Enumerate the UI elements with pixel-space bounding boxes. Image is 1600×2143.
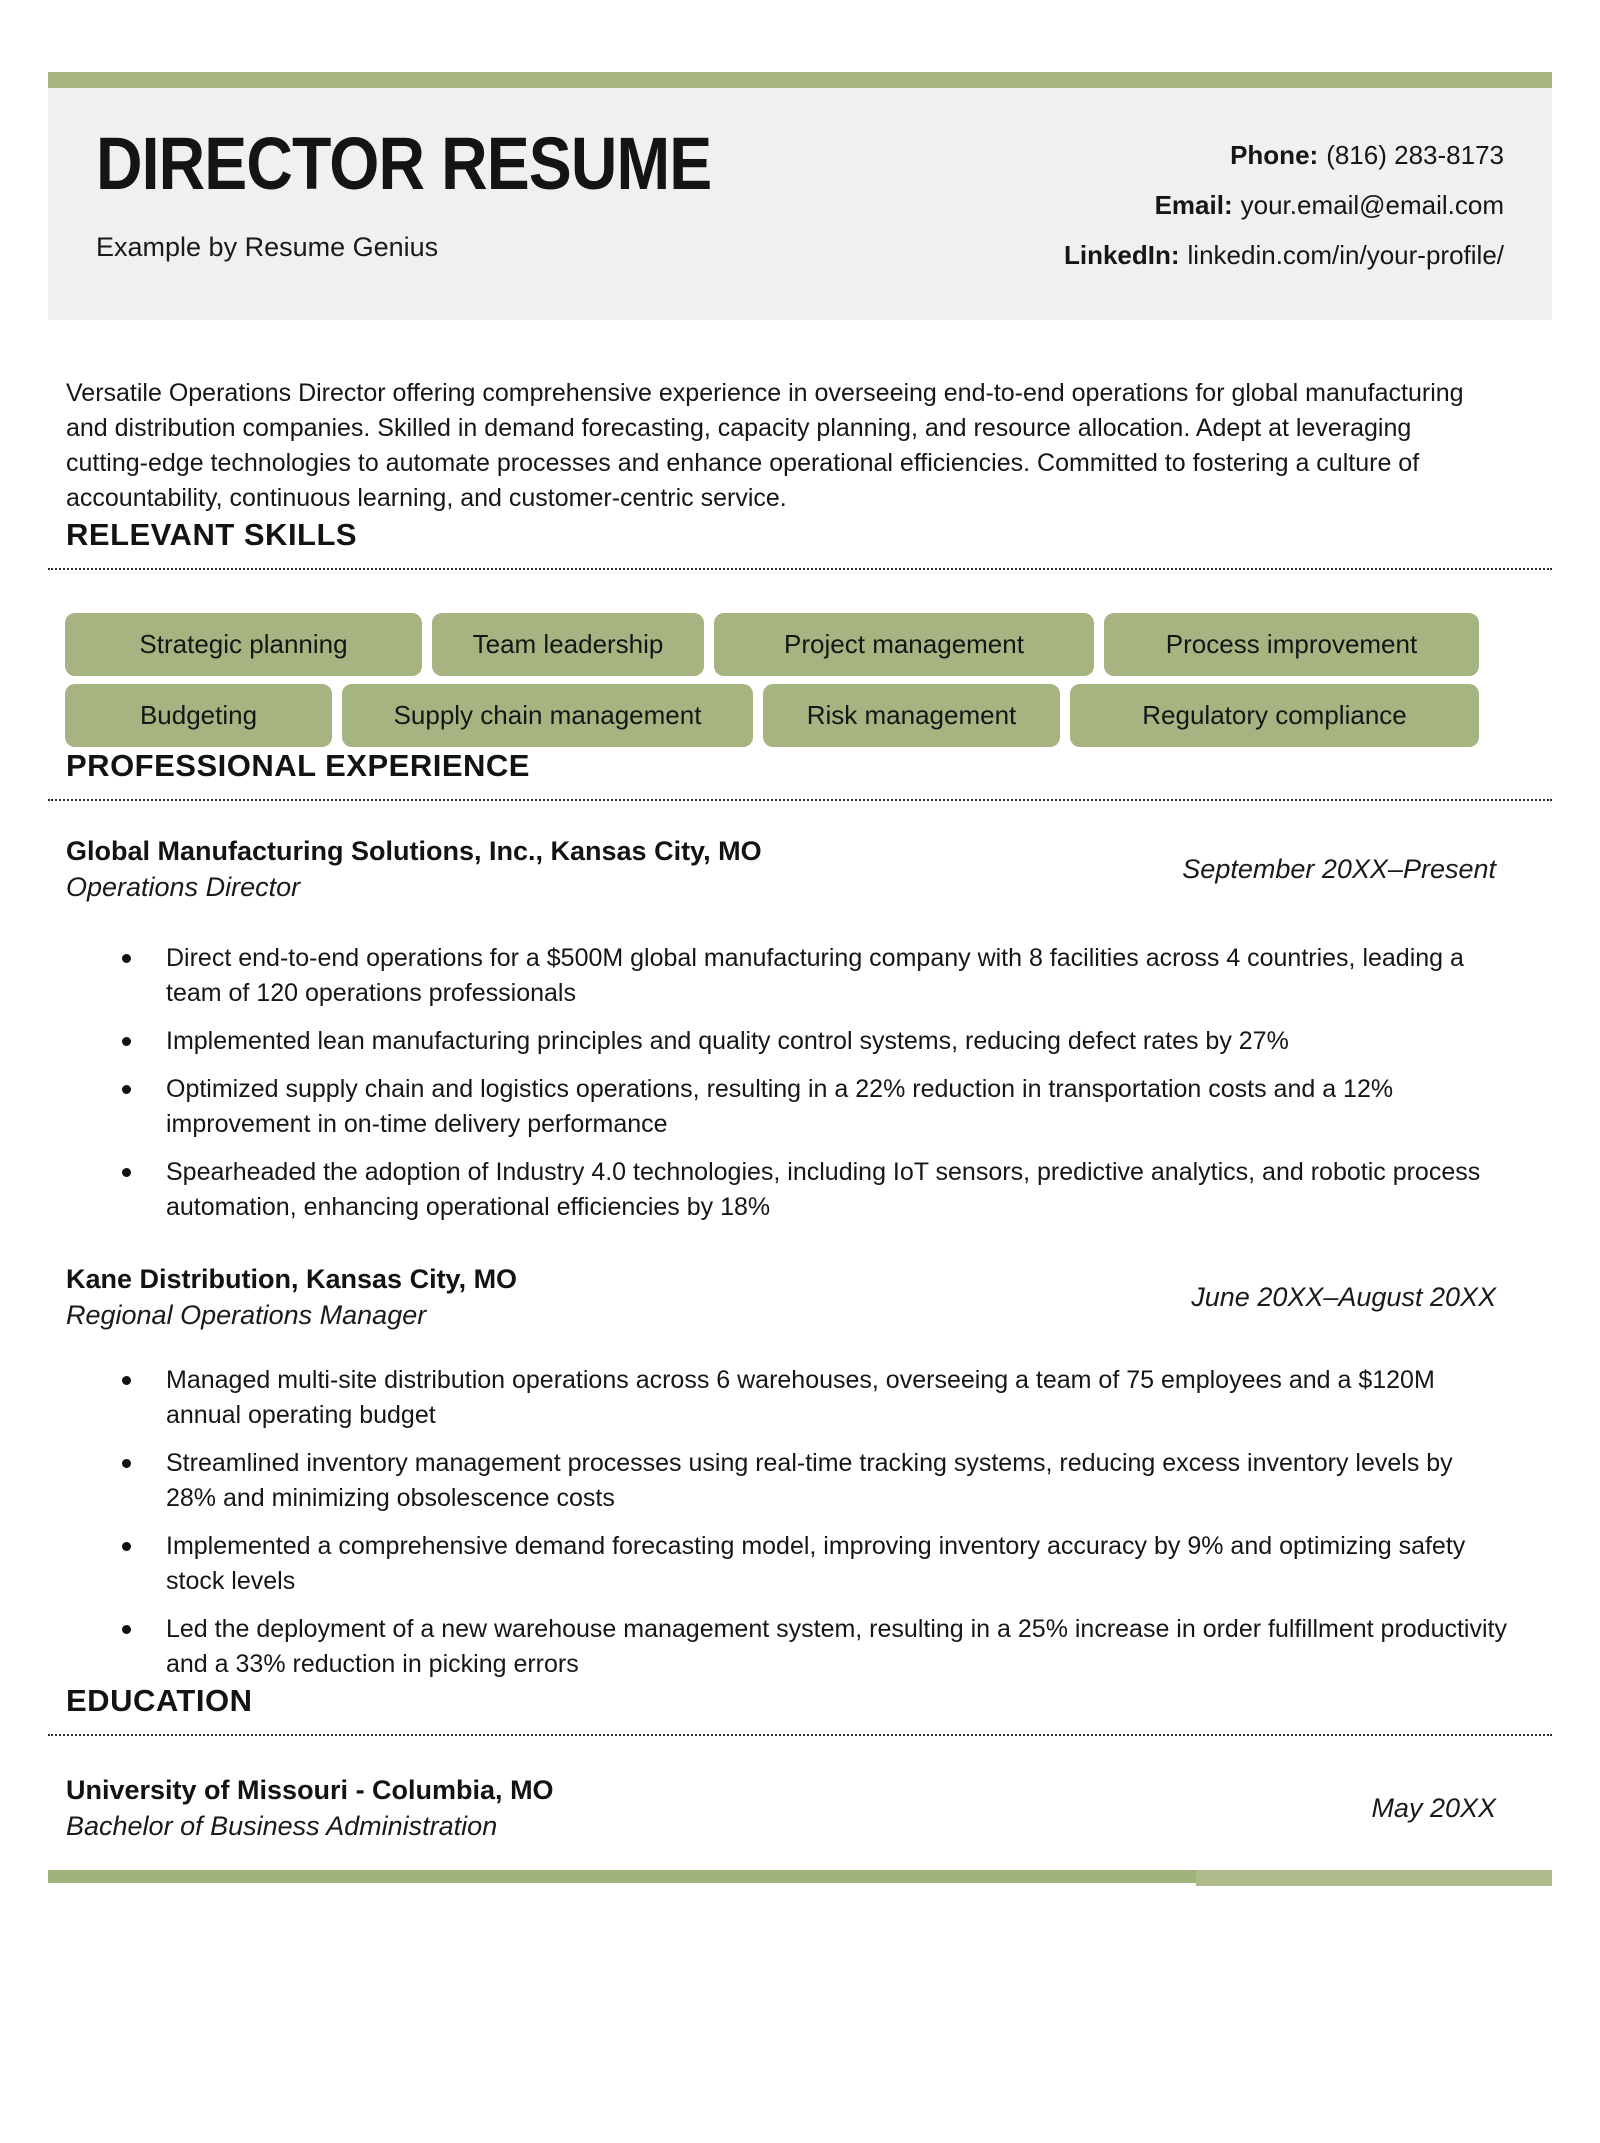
dotted-divider	[48, 1734, 1552, 1736]
bottom-bar-segment-dark	[48, 1870, 1196, 1883]
contact-phone-value: (816) 283-8173	[1326, 140, 1504, 170]
job-entry-2	[48, 1261, 1552, 1682]
skill-pill: Supply chain management	[342, 684, 753, 747]
resume-header	[48, 88, 1552, 320]
contact-email	[1064, 180, 1504, 230]
job-company: Kane Distribution, Kansas City, MO	[66, 1264, 518, 1294]
skills-row-1	[65, 613, 1552, 676]
section-skills	[48, 516, 1552, 747]
job-header-left	[66, 1261, 517, 1333]
contact-linkedin-value: linkedin.com/in/your-profile/	[1187, 240, 1504, 270]
bullet-item: Streamlined inventory management processes using real-time tracking systems, reducing excess inventory levels by 28% and minimizing obsolescence costs	[122, 1446, 1508, 1516]
bottom-bar-segment-light	[1196, 1870, 1552, 1886]
skills-row-2	[65, 684, 1552, 747]
skill-pill: Team leadership	[432, 613, 704, 676]
contact-phone	[1064, 130, 1504, 180]
job-title: Operations Director	[66, 872, 301, 902]
education-date: May 20XX	[1371, 1792, 1496, 1823]
skills-heading: RELEVANT SKILLS	[66, 517, 358, 552]
page-title: DIRECTOR RESUME	[96, 122, 712, 205]
section-education	[48, 1682, 1552, 1844]
contact-linkedin-label: LinkedIn:	[1063, 240, 1180, 270]
top-accent-bar	[48, 72, 1552, 88]
job-dates: September 20XX–Present	[1182, 853, 1496, 884]
job-header	[66, 1261, 1496, 1333]
education-heading: EDUCATION	[66, 1683, 253, 1718]
job-company: Global Manufacturing Solutions, Inc., Kansas City, MO	[66, 836, 762, 866]
skill-pill: Strategic planning	[65, 613, 422, 676]
education-school: University of Missouri - Columbia, MO	[66, 1775, 554, 1805]
bullet-item: Direct end-to-end operations for a $500M global manufacturing company with 8 facilities across 4 countries, leading a team of 120 operations professionals	[122, 941, 1508, 1011]
job-entry-1	[48, 833, 1552, 1225]
skill-pill: Process improvement	[1104, 613, 1479, 676]
experience-heading: PROFESSIONAL EXPERIENCE	[66, 748, 530, 783]
bullet-item: Implemented a comprehensive demand forecasting model, improving inventory accuracy by 9% and optimizing safety stock levels	[122, 1529, 1508, 1599]
education-degree: Bachelor of Business Administration	[66, 1811, 498, 1841]
bullet-item: Spearheaded the adoption of Industry 4.0 technologies, including IoT sensors, predictive analytics, and robotic process automation, enhancing operational efficiencies by 18%	[122, 1155, 1508, 1225]
skill-pill: Budgeting	[65, 684, 332, 747]
contact-email-label: Email:	[1154, 190, 1233, 220]
header-title-block	[96, 118, 803, 280]
section-experience	[48, 747, 1552, 1682]
skill-pill: Regulatory compliance	[1070, 684, 1479, 747]
skill-pill: Project management	[714, 613, 1094, 676]
contact-info	[1064, 118, 1504, 280]
bottom-accent-bar	[48, 1870, 1552, 1886]
contact-linkedin	[1064, 230, 1504, 280]
bullet-item: Led the deployment of a new warehouse management system, resulting in a 25% increase in order fulfillment productivity and a 33% reduction in picking errors	[122, 1612, 1508, 1682]
job-title: Regional Operations Manager	[66, 1300, 427, 1330]
resume-page	[0, 72, 1600, 1886]
bullet-item: Implemented lean manufacturing principles and quality control systems, reducing defect rates by 27%	[122, 1024, 1508, 1059]
job-header	[66, 833, 1496, 905]
skill-pill: Risk management	[763, 684, 1060, 747]
job-bullet-list	[66, 941, 1508, 1225]
dotted-divider	[48, 799, 1552, 801]
bullet-item: Optimized supply chain and logistics operations, resulting in a 22% reduction in transportation costs and a 12% improvement in on-time delivery performance	[122, 1072, 1508, 1142]
contact-phone-label: Phone:	[1230, 140, 1319, 170]
job-header-left	[66, 833, 762, 905]
summary-paragraph: Versatile Operations Director offering comprehensive experience in overseeing end-to-end operations for global manufacturing and distribution companies. Skilled in demand forecasting, capacity planning, and resource allocation. Adept at leveraging cutting-edge technologies to automate processes and enhance operational efficiencies. Committed to fostering a culture of accountability, continuous learning, and customer-centric service.	[66, 379, 1464, 512]
contact-email-value: your.email@email.com	[1240, 190, 1504, 220]
job-bullet-list	[66, 1363, 1508, 1682]
education-entry	[66, 1772, 1496, 1844]
header-subtitle: Example by Resume Genius	[96, 232, 439, 262]
education-entry-left	[66, 1772, 554, 1844]
bullet-item: Managed multi-site distribution operations across 6 warehouses, overseeing a team of 75 employees and a $120M annual operating budget	[122, 1363, 1508, 1433]
dotted-divider	[48, 568, 1552, 570]
job-dates: June 20XX–August 20XX	[1191, 1281, 1496, 1312]
